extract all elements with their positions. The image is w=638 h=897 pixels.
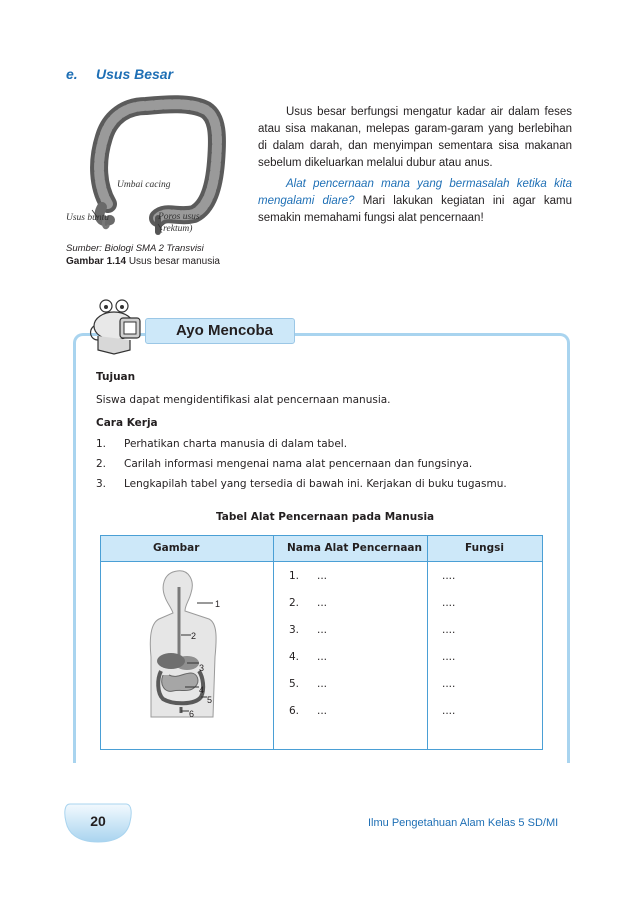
row-fungsi: .... xyxy=(442,705,456,717)
label-umbai-cacing: Umbai cacing xyxy=(117,180,171,190)
step-text: Lengkapilah tabel yang tersedia di bawah ini. Kerjakan di buku tugasmu. xyxy=(124,478,507,490)
row-name: ... xyxy=(317,651,328,663)
row-fungsi: .... xyxy=(442,597,456,609)
cara-kerja-heading: Cara Kerja xyxy=(96,417,158,429)
row-name: ... xyxy=(317,678,328,690)
tujuan-heading: Tujuan xyxy=(96,371,136,383)
header-fungsi: Fungsi xyxy=(465,542,504,554)
question-text: Alat pencernaan mana yang bermasalah ketika kita mengalami diare? xyxy=(258,178,572,207)
mascot-computer-icon xyxy=(84,296,144,358)
row-fungsi: .... xyxy=(442,678,456,690)
paragraph-1: Usus besar berfungsi mengatur kadar air dalam feses atau sisa makanan, melepas garam-garam yang berlebihan di dalam darah, dan menyimpan sementara sisa makanan sebelum dikeluarkan melalui dubur atau anus. xyxy=(258,106,572,169)
column-divider xyxy=(273,536,274,749)
table-row xyxy=(289,570,327,582)
figure-number: 2 xyxy=(191,631,197,641)
header-nama-alat: Nama Alat Pencernaan xyxy=(287,542,422,554)
figure-caption-text: Usus besar manusia xyxy=(126,256,220,267)
figure-number: 1 xyxy=(215,599,221,609)
row-number: 4. xyxy=(289,651,300,663)
row-fungsi: .... xyxy=(442,651,456,663)
row-fungsi: .... xyxy=(442,624,456,636)
step-number: 3. xyxy=(96,478,107,490)
figure-number: 5 xyxy=(207,695,213,705)
paragraph-2-rest: Mari lakukan kegiatan ini agar kamu semakin memahami fungsi alat pencernaan! xyxy=(258,195,572,224)
step-text: Perhatikan charta manusia di dalam tabel. xyxy=(124,438,348,450)
table-title: Tabel Alat Pencernaan pada Manusia xyxy=(216,511,435,523)
paragraph-2 xyxy=(258,176,572,227)
book-title: Ilmu Pengetahuan Alam Kelas 5 SD/MI xyxy=(368,817,559,829)
row-fungsi: .... xyxy=(442,570,456,582)
step-text: Carilah informasi mengenai nama alat pencernaan dan fungsinya. xyxy=(124,458,473,470)
row-number: 3. xyxy=(289,624,300,636)
figure-caption-number: Gambar 1.14 xyxy=(66,256,127,267)
row-name: ... xyxy=(317,624,328,636)
label-usus-buntu: Usus buntu xyxy=(66,213,110,223)
row-number: 6. xyxy=(289,705,300,717)
digestive-system-illustration xyxy=(143,567,233,722)
figure-number: 6 xyxy=(189,709,195,719)
step-number: 2. xyxy=(96,458,107,470)
header-gambar: Gambar xyxy=(153,542,200,554)
section-title: Usus Besar xyxy=(96,66,174,82)
table-row xyxy=(289,705,327,717)
step-item xyxy=(96,458,472,470)
figure-caption xyxy=(66,256,220,267)
row-name: ... xyxy=(317,705,328,717)
row-name: ... xyxy=(317,597,328,609)
label-poros-usus: Poros usus xyxy=(158,212,200,222)
step-number: 1. xyxy=(96,438,107,450)
figure-number: 4 xyxy=(199,685,205,695)
row-name: ... xyxy=(317,570,328,582)
table-row xyxy=(289,651,327,663)
step-item xyxy=(96,438,347,450)
tujuan-text: Siswa dapat mengidentifikasi alat pencernaan manusia. xyxy=(96,394,391,406)
row-number: 1. xyxy=(289,570,300,582)
page-number: 20 xyxy=(90,813,106,829)
row-number: 5. xyxy=(289,678,300,690)
table-header xyxy=(101,536,542,562)
table-row xyxy=(289,624,327,636)
body-text xyxy=(258,104,572,227)
label-rektum: (rektum) xyxy=(160,224,193,234)
column-divider xyxy=(427,536,428,749)
table-row xyxy=(289,597,327,609)
step-item xyxy=(96,478,507,490)
activity-banner: Ayo Mencoba xyxy=(145,318,295,344)
table-row xyxy=(289,678,327,690)
figure-number: 3 xyxy=(199,663,205,673)
page-number-badge xyxy=(62,800,134,846)
row-number: 2. xyxy=(289,597,300,609)
section-heading xyxy=(66,66,173,82)
section-letter: e. xyxy=(66,66,78,82)
figure-source: Sumber: Biologi SMA 2 Transvisi xyxy=(66,243,204,254)
